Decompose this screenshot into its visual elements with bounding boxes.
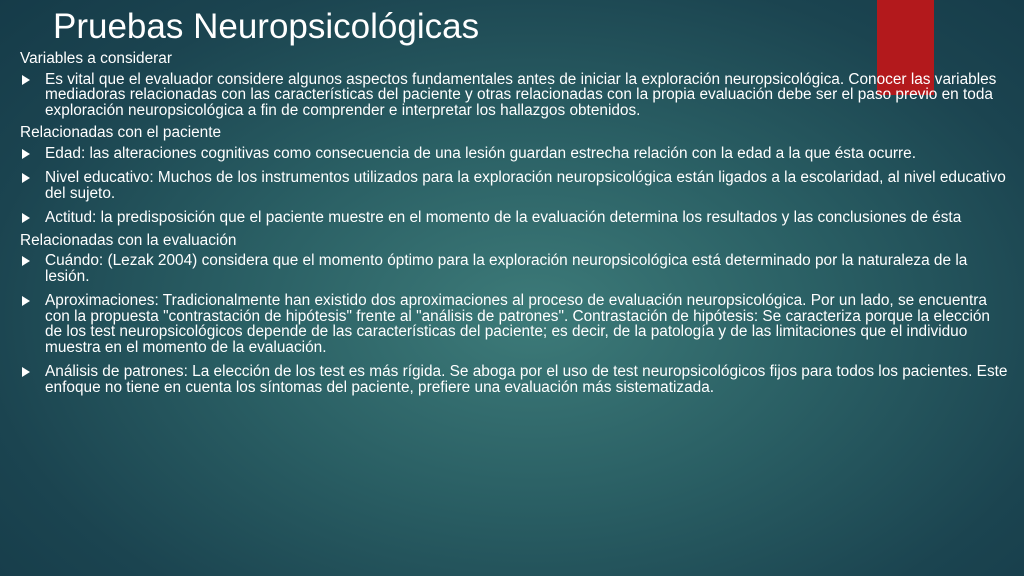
bullet-item [20, 72, 1010, 119]
triangle-bullet-icon [22, 367, 30, 377]
bullet-text: Edad: las alteraciones cognitivas como consecuencia de una lesión guardan estrecha relación con la edad a la que ésta ocurre. [45, 144, 916, 162]
bullet-item [20, 293, 1010, 355]
slide-content [20, 51, 1010, 404]
bullet-text: Es vital que el evaluador considere algunos aspectos fundamentales antes de iniciar la exploración neuropsicológica. Conocer las variables mediadoras relacionadas con las características del paciente y otras relacionadas con la propia evaluación debe ser el paso previo en toda exploración neuropsicológica a fin de comprender e interpretar los hallazgos obtenidos. [45, 70, 997, 119]
bullet-item [20, 210, 1010, 226]
bullet-item [20, 253, 1010, 284]
bullet-text: Actitud: la predisposición que el paciente muestre en el momento de la evaluación determina los resultados y las conclusiones de ésta [45, 209, 962, 226]
slide-title: Pruebas Neuropsicológicas [53, 7, 480, 46]
triangle-bullet-icon [22, 173, 30, 183]
triangle-bullet-icon [22, 256, 30, 266]
triangle-bullet-icon [22, 213, 30, 223]
bullet-item [20, 364, 1010, 395]
section-heading-variables: Variables a considerar [20, 50, 172, 67]
bullet-text: Nivel educativo: Muchos de los instrumentos utilizados para la exploración neuropsicológica están ligados a la escolaridad, al nivel educativo del sujeto. [45, 169, 1006, 202]
triangle-bullet-icon [22, 75, 30, 85]
bullet-text: Aproximaciones: Tradicionalmente han existido dos aproximaciones al proceso de evaluación neuropsicológica. Por un lado, se encuentra con la propuesta "contrastación de hipótesis" frente al "análisis de patrones". Contrastación de hipótesis: Se caracteriza porque la elección de los test neuropsicológicos depende de las características del paciente; es decir, de la patología y de las limitaciones que el individuo muestra en el momento de la evaluación. [45, 292, 990, 356]
bullet-text: Cuándo: (Lezak 2004) considera que el momento óptimo para la exploración neuropsicológica está determinado por la naturaleza de la lesión. [45, 252, 968, 285]
bullet-text: Análisis de patrones: La elección de los test es más rígida. Se aboga por el uso de test neuropsicológicos fijos para todos los pacientes. Este enfoque no tiene en cuenta los síntomas del paciente, prefiere una evaluación más sistematizada. [45, 363, 1008, 396]
section-heading-evaluacion: Relacionadas con la evaluación [20, 231, 237, 249]
triangle-bullet-icon [22, 296, 30, 306]
bullet-item [20, 146, 1010, 162]
bullet-item [20, 170, 1010, 201]
triangle-bullet-icon [22, 149, 30, 159]
section-heading-paciente: Relacionadas con el paciente [20, 124, 222, 141]
